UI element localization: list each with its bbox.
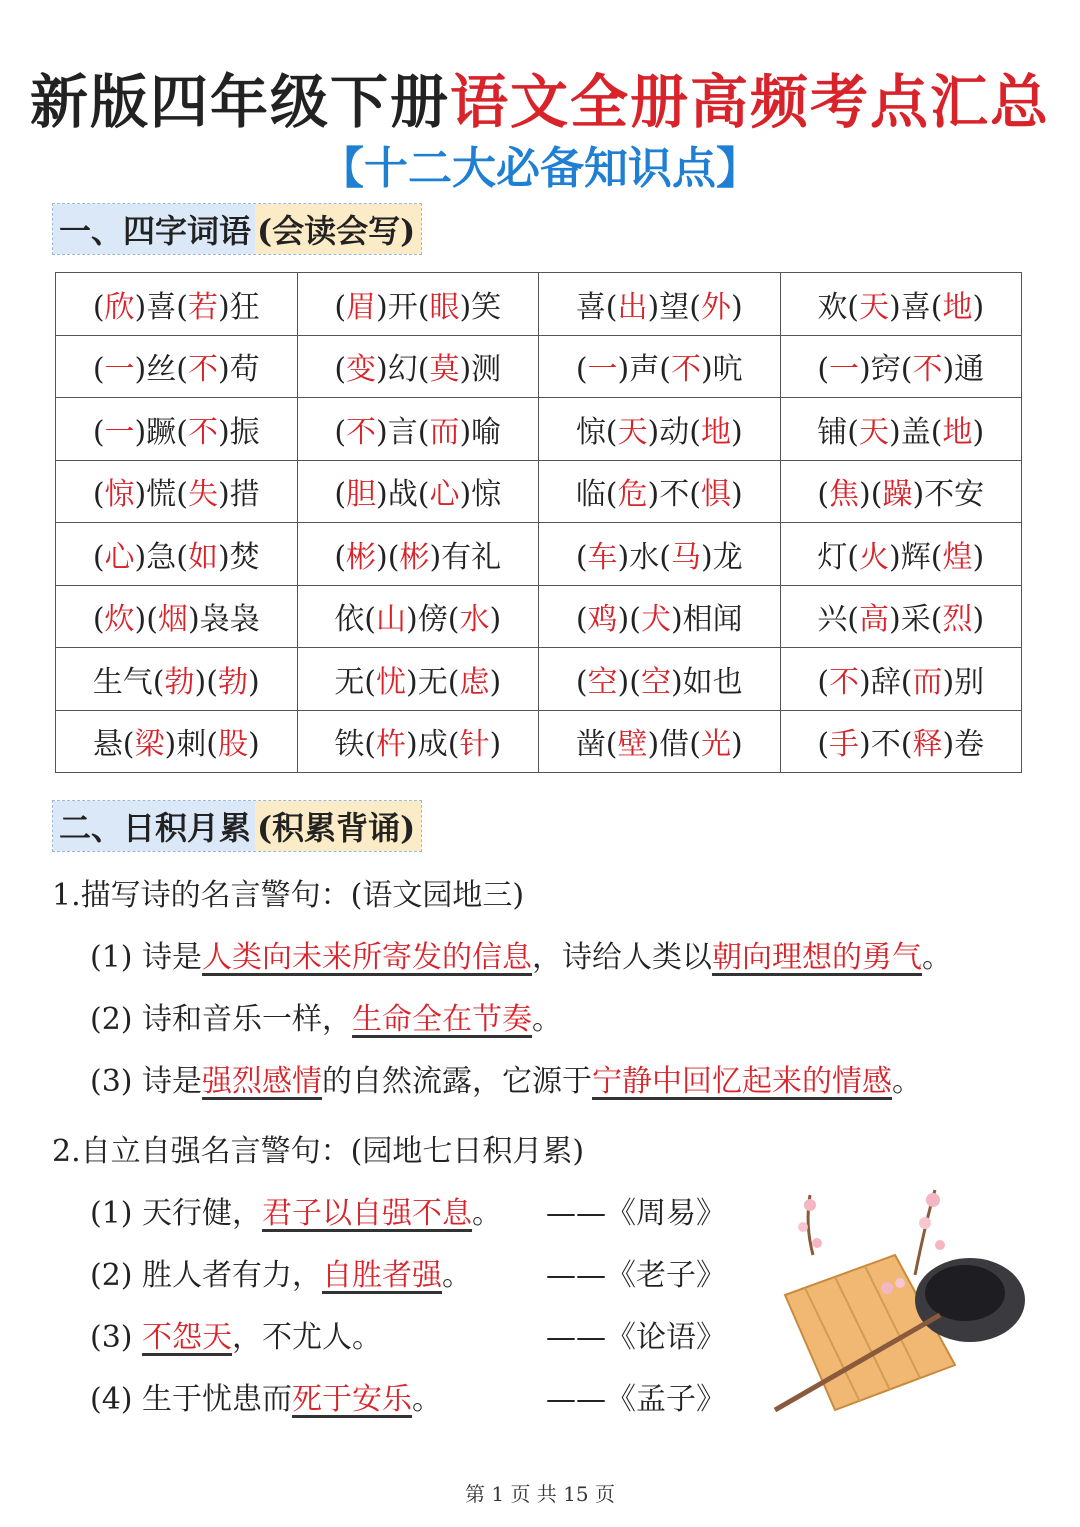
idiom-cell	[56, 460, 298, 523]
page-subtitle: 【十二大必备知识点】	[320, 143, 760, 194]
idiom-text: (	[817, 664, 830, 700]
idiom-answer-char: 天	[859, 289, 890, 325]
idiom-answer-char: 针	[459, 727, 490, 763]
idiom-answer-char: 地	[942, 289, 973, 325]
idiom-cell	[780, 585, 1022, 648]
idiom-answer-char: 不	[912, 352, 943, 388]
idiom-text: )	[972, 414, 985, 450]
idiom-cell	[780, 523, 1022, 586]
idiom-text: )袅袅	[187, 602, 260, 638]
key-phrase: 人类向未来所寄发的信息	[202, 940, 533, 975]
idiom-answer-char: 不	[187, 414, 218, 450]
quote-text: 。	[892, 1064, 923, 1099]
idiom-cell	[539, 710, 781, 773]
key-phrase: 不怨天	[142, 1320, 233, 1355]
idiom-answer-char: 心	[429, 477, 460, 513]
idiom-answer-char: 一	[104, 414, 135, 450]
idiom-text: )(	[617, 602, 641, 638]
idiom-answer-char: 忧	[376, 664, 407, 700]
quote-text: (2) 胜人者有力，	[90, 1258, 323, 1293]
quote-line	[90, 932, 952, 976]
idiom-answer-char: 如	[187, 539, 218, 575]
idiom-text: )(	[617, 664, 641, 700]
idiom-text: )无(	[406, 664, 460, 700]
idiom-answer-char: 山	[376, 602, 407, 638]
idiom-text: )苟	[217, 352, 260, 388]
idiom-answer-char: 烈	[942, 602, 973, 638]
idiom-text: )蹶(	[134, 414, 188, 450]
idiom-text: (	[817, 352, 830, 388]
idiom-answer-char: 惊	[104, 477, 135, 513]
idiom-answer-char: 失	[187, 477, 218, 513]
idiom-text: )不(	[859, 727, 913, 763]
idiom-text: (	[92, 539, 105, 575]
idiom-text: )刺(	[164, 727, 218, 763]
idiom-answer-char: 壁	[617, 727, 648, 763]
idiom-cell	[56, 585, 298, 648]
quote-line	[90, 1312, 382, 1356]
quote-text: 的自然流露，它源于	[322, 1064, 593, 1099]
section-heading-accumulation: 二、日积月累 (积累背诵)	[52, 800, 422, 852]
idiom-text: )	[730, 414, 743, 450]
idiom-answer-char: 眼	[429, 289, 460, 325]
idiom-text: (	[92, 352, 105, 388]
idiom-answer-char: 勃	[217, 664, 248, 700]
idiom-answer-char: 空	[640, 664, 671, 700]
idiom-answer-char: 不	[829, 664, 860, 700]
idiom-text: )喻	[459, 414, 502, 450]
idiom-text: (	[817, 477, 830, 513]
idiom-text: )	[730, 289, 743, 325]
idiom-answer-char: 不	[346, 414, 377, 450]
idiom-text: )狂	[217, 289, 260, 325]
quote-text: 。	[412, 1382, 443, 1417]
idiom-answer-char: 虑	[459, 664, 490, 700]
idiom-answer-char: 莫	[429, 352, 460, 388]
idiom-text: )有礼	[429, 539, 502, 575]
idiom-text: 兴(	[817, 602, 860, 638]
idiom-answer-char: 水	[459, 602, 490, 638]
idiom-table	[55, 272, 1022, 773]
idiom-answer-char: 彬	[346, 539, 377, 575]
idiom-answer-char: 梁	[134, 727, 165, 763]
quote-line	[90, 1374, 442, 1418]
idiom-answer-char: 若	[187, 289, 218, 325]
idiom-row	[56, 398, 1022, 461]
idiom-text: )	[730, 727, 743, 763]
idiom-text: )急(	[134, 539, 188, 575]
idiom-text: )(	[376, 539, 400, 575]
section-heading-idioms: 一、四字词语 (会读会写)	[52, 203, 422, 255]
quote-text: 。	[922, 940, 953, 975]
idiom-text: 凿(	[575, 727, 618, 763]
idiom-answer-char: 焦	[829, 477, 860, 513]
idiom-text: (	[575, 664, 588, 700]
group-title-poetry-quotes: 1.描写诗的名言警句：(语文园地三)	[52, 878, 525, 913]
idiom-text: (	[92, 477, 105, 513]
idiom-text: )惊	[459, 477, 502, 513]
quote-text: (3) 诗是	[90, 1064, 203, 1099]
idiom-cell	[780, 648, 1022, 711]
idiom-text: )借(	[647, 727, 701, 763]
idiom-answer-char: 天	[617, 414, 648, 450]
idiom-answer-char: 不	[670, 352, 701, 388]
quote-line	[90, 1056, 922, 1100]
idiom-text: )	[247, 727, 260, 763]
quote-text: (2) 诗和音乐一样，	[90, 1002, 353, 1037]
idiom-cell	[780, 460, 1022, 523]
key-phrase: 君子以自强不息	[262, 1196, 473, 1231]
group-title-self-reliance-quotes: 2.自立自强名言警句：(园地七日积月累)	[52, 1134, 585, 1169]
idiom-text: )水(	[617, 539, 671, 575]
idiom-text: )傍(	[406, 602, 460, 638]
idiom-answer-char: 危	[617, 477, 648, 513]
idiom-row	[56, 523, 1022, 586]
idiom-text: )采(	[889, 602, 943, 638]
quote-text: ，不尤人。	[232, 1320, 383, 1355]
idiom-cell	[56, 398, 298, 461]
idiom-cell	[297, 585, 539, 648]
idiom-text: (	[334, 414, 347, 450]
idiom-cell	[780, 398, 1022, 461]
idiom-text: )喜(	[889, 289, 943, 325]
idiom-text: )慌(	[134, 477, 188, 513]
scroll-inkstone-illustration	[765, 1185, 1065, 1425]
idiom-cell	[539, 398, 781, 461]
idiom-text: )成(	[406, 727, 460, 763]
idiom-answer-char: 天	[859, 414, 890, 450]
idiom-text: )别	[942, 664, 985, 700]
idiom-text: )喜(	[134, 289, 188, 325]
idiom-text: (	[92, 414, 105, 450]
idiom-cell	[297, 710, 539, 773]
idiom-text: )声(	[617, 352, 671, 388]
idiom-text: 铺(	[817, 414, 860, 450]
idiom-cell	[539, 523, 781, 586]
idiom-text: )措	[217, 477, 260, 513]
quote-text: 。	[532, 1002, 563, 1037]
idiom-cell	[539, 585, 781, 648]
idiom-answer-char: 手	[829, 727, 860, 763]
idiom-row	[56, 273, 1022, 336]
idiom-answer-char: 犬	[640, 602, 671, 638]
idiom-answer-char: 胆	[346, 477, 377, 513]
idiom-text: )	[730, 477, 743, 513]
idiom-text: )笑	[459, 289, 502, 325]
idiom-cell	[297, 523, 539, 586]
idiom-text: (	[334, 539, 347, 575]
quote-line	[90, 1250, 472, 1294]
idiom-text: (	[92, 602, 105, 638]
idiom-text: )不(	[647, 477, 701, 513]
quote-line	[90, 1188, 502, 1232]
idiom-cell	[297, 273, 539, 336]
idiom-answer-char: 火	[859, 539, 890, 575]
idiom-text: )(	[134, 602, 158, 638]
idiom-text: )不安	[912, 477, 985, 513]
idiom-text: )幻(	[376, 352, 430, 388]
idiom-text: (	[92, 289, 105, 325]
quote-source: ——《孟子》	[546, 1382, 726, 1417]
quote-text: (1) 天行健，	[90, 1196, 263, 1231]
idiom-text: 欢(	[817, 289, 860, 325]
idiom-cell	[56, 523, 298, 586]
idiom-row	[56, 460, 1022, 523]
idiom-text: )测	[459, 352, 502, 388]
idiom-text: )言(	[376, 414, 430, 450]
idiom-text: )如也	[670, 664, 743, 700]
idiom-answer-char: 股	[217, 727, 248, 763]
idiom-row	[56, 585, 1022, 648]
idiom-answer-char: 惧	[700, 477, 731, 513]
idiom-answer-char: 一	[587, 352, 618, 388]
idiom-text: )吭	[700, 352, 743, 388]
quote-text: 。	[442, 1258, 473, 1293]
idiom-row	[56, 335, 1022, 398]
idiom-text: )(	[194, 664, 218, 700]
idiom-cell	[297, 398, 539, 461]
page-title: 新版四年级下册语文全册高频考点汇总	[29, 68, 1051, 136]
idiom-answer-char: 高	[859, 602, 890, 638]
key-phrase: 宁静中回忆起来的情感	[592, 1064, 893, 1099]
idiom-answer-char: 杵	[376, 727, 407, 763]
idiom-text: )通	[942, 352, 985, 388]
quote-source: ——《老子》	[546, 1258, 726, 1293]
idiom-text: )	[972, 602, 985, 638]
quote-text: ，诗给人类以	[532, 940, 713, 975]
key-phrase: 强烈感情	[202, 1064, 323, 1099]
idiom-text: 铁(	[334, 727, 377, 763]
idiom-answer-char: 马	[670, 539, 701, 575]
idiom-cell	[780, 710, 1022, 773]
idiom-text: )	[972, 539, 985, 575]
key-phrase: 自胜者强	[322, 1258, 443, 1293]
idiom-answer-char: 空	[587, 664, 618, 700]
idiom-cell	[539, 648, 781, 711]
idiom-cell	[297, 460, 539, 523]
idiom-text: )卷	[942, 727, 985, 763]
idiom-answer-char: 烟	[157, 602, 188, 638]
idiom-cell	[539, 460, 781, 523]
idiom-answer-char: 地	[942, 414, 973, 450]
idiom-cell	[539, 335, 781, 398]
idiom-cell	[56, 273, 298, 336]
idiom-answer-char: 车	[587, 539, 618, 575]
idiom-text: (	[334, 289, 347, 325]
idiom-text: 临(	[575, 477, 618, 513]
idiom-answer-char: 释	[912, 727, 943, 763]
idiom-answer-char: 出	[617, 289, 648, 325]
idiom-row	[56, 710, 1022, 773]
idiom-text: )盖(	[889, 414, 943, 450]
idiom-text: )	[247, 664, 260, 700]
idiom-cell	[780, 335, 1022, 398]
idiom-answer-char: 眉	[346, 289, 377, 325]
idiom-text: (	[334, 477, 347, 513]
idiom-answer-char: 煌	[942, 539, 973, 575]
idiom-answer-char: 躁	[882, 477, 913, 513]
idiom-cell	[539, 273, 781, 336]
idiom-answer-char: 欣	[104, 289, 135, 325]
idiom-answer-char: 变	[346, 352, 377, 388]
idiom-text: )辉(	[889, 539, 943, 575]
idiom-cell	[56, 710, 298, 773]
idiom-text: (	[575, 539, 588, 575]
quote-text: (1) 诗是	[90, 940, 203, 975]
idiom-text: 无(	[334, 664, 377, 700]
idiom-answer-char: 而	[429, 414, 460, 450]
idiom-answer-char: 彬	[399, 539, 430, 575]
quote-text: (4) 生于忧患而	[90, 1382, 293, 1417]
idiom-text: )战(	[376, 477, 430, 513]
idiom-answer-char: 地	[700, 414, 731, 450]
idiom-text: 依(	[334, 602, 377, 638]
idiom-text: 灯(	[817, 539, 860, 575]
idiom-text: )窍(	[859, 352, 913, 388]
idiom-text: )望(	[647, 289, 701, 325]
idiom-text: )	[972, 289, 985, 325]
idiom-answer-char: 光	[700, 727, 731, 763]
idiom-answer-char: 鸡	[587, 602, 618, 638]
quote-source: ——《论语》	[546, 1320, 726, 1355]
idiom-answer-char: 不	[187, 352, 218, 388]
idiom-text: 喜(	[575, 289, 618, 325]
idiom-text: (	[575, 602, 588, 638]
idiom-text: )动(	[647, 414, 701, 450]
idiom-row	[56, 648, 1022, 711]
idiom-answer-char: 勃	[164, 664, 195, 700]
quote-text: (3)	[90, 1320, 143, 1355]
quote-line	[90, 994, 562, 1038]
idiom-answer-char: 炊	[104, 602, 135, 638]
idiom-text: 生气(	[92, 664, 165, 700]
idiom-text: )相闻	[670, 602, 743, 638]
idiom-cell	[297, 648, 539, 711]
idiom-text: (	[575, 352, 588, 388]
idiom-text: )	[489, 727, 502, 763]
idiom-answer-char: 外	[700, 289, 731, 325]
idiom-text: )	[489, 602, 502, 638]
key-phrase: 朝向理想的勇气	[712, 940, 923, 975]
idiom-answer-char: 一	[104, 352, 135, 388]
idiom-answer-char: 一	[829, 352, 860, 388]
quote-source: ——《周易》	[546, 1196, 726, 1231]
idiom-cell	[56, 648, 298, 711]
idiom-text: )丝(	[134, 352, 188, 388]
idiom-text: 悬(	[92, 727, 135, 763]
idiom-text: )焚	[217, 539, 260, 575]
idiom-text: (	[334, 352, 347, 388]
idiom-text: )开(	[376, 289, 430, 325]
idiom-answer-char: 心	[104, 539, 135, 575]
page-number: 第 1 页 共 15 页	[465, 1482, 615, 1506]
idiom-text: )龙	[700, 539, 743, 575]
idiom-text: (	[817, 727, 830, 763]
idiom-text: 惊(	[575, 414, 618, 450]
idiom-cell	[297, 335, 539, 398]
idiom-answer-char: 而	[912, 664, 943, 700]
quote-text: 。	[472, 1196, 503, 1231]
idiom-text: )振	[217, 414, 260, 450]
idiom-text: )(	[859, 477, 883, 513]
key-phrase: 死于安乐	[292, 1382, 413, 1417]
idiom-text: )	[489, 664, 502, 700]
key-phrase: 生命全在节奏	[352, 1002, 533, 1037]
idiom-cell	[780, 273, 1022, 336]
idiom-text: )辞(	[859, 664, 913, 700]
idiom-cell	[56, 335, 298, 398]
